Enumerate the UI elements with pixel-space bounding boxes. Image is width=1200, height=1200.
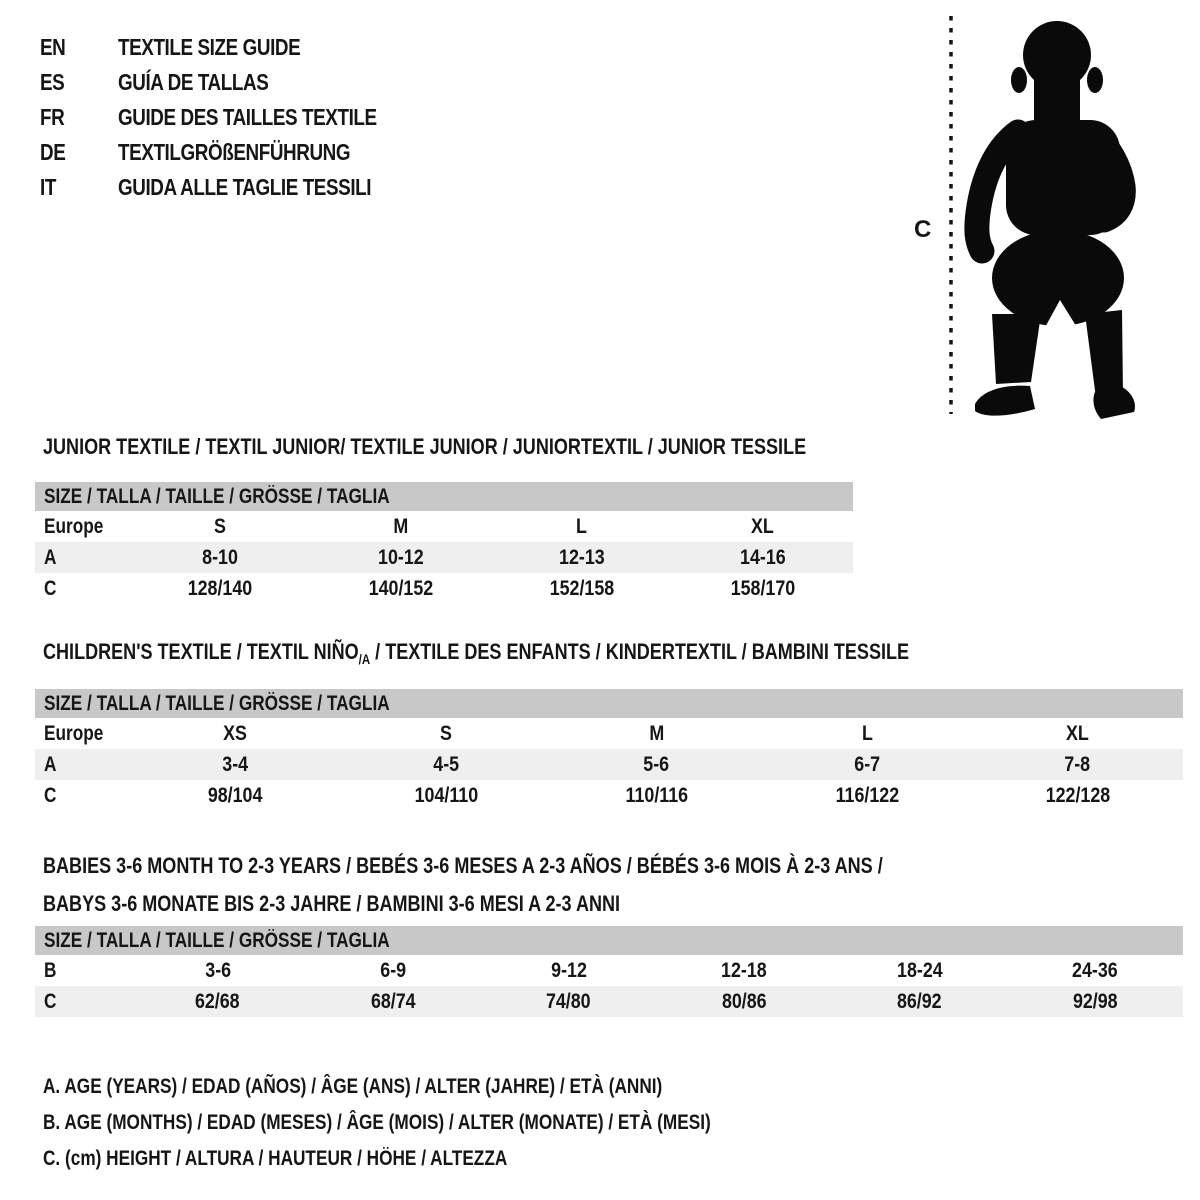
table-row-europe — [35, 511, 853, 542]
age-cell: 10-12 — [378, 545, 424, 569]
height-cell: 110/116 — [625, 783, 688, 807]
table-row-height — [35, 573, 853, 604]
lang-row-en — [40, 30, 434, 65]
row-label: B — [44, 958, 57, 982]
height-cell: 152/158 — [549, 576, 615, 600]
age-cell: 4-5 — [432, 752, 459, 776]
lang-code: EN — [40, 34, 66, 60]
table-row-age — [35, 542, 853, 573]
lang-title: GUIDA ALLE TAGLIE TESSILI — [118, 174, 372, 200]
lang-row-it — [40, 170, 434, 205]
lang-code: IT — [40, 174, 56, 200]
size-cell: M — [393, 514, 409, 538]
legend-line-b: B. AGE (MONTHS) / EDAD (MESES) / ÂGE (MOIS) / ALTER (MONATE) / ETÀ (MESI) — [43, 1111, 711, 1134]
row-label: C — [44, 576, 57, 600]
nino-a-subscript: /A — [358, 651, 371, 667]
legend — [43, 1069, 857, 1177]
baby-figure — [908, 8, 1168, 422]
language-title-list — [40, 30, 434, 205]
size-cell: L — [861, 721, 873, 745]
size-header-bar: SIZE / TALLA / TAILLE / GRÖSSE / TAGLIA — [35, 482, 853, 511]
babies-section-title: BABIES 3-6 MONTH TO 2-3 YEARS / BEBÉS 3-6 MESES A 2-3 AÑOS / BÉBÉS 3-6 MOIS À 2-3 ANS / BABYS 3-6 MONATE BIS 2-3 JAHRE / BAMBINI 3-6 MESI A 2-3 ANNI — [43, 853, 883, 916]
height-cell: 116/122 — [835, 783, 899, 807]
age-cell: 3-6 — [204, 958, 231, 982]
babies-size-table — [35, 926, 1183, 1017]
size-cell: XL — [1066, 721, 1090, 745]
lang-code: FR — [40, 104, 65, 130]
lang-row-de — [40, 135, 434, 170]
size-cell: L — [576, 514, 588, 538]
table-row-age — [35, 749, 1183, 780]
table-row-height — [35, 986, 1183, 1017]
age-cell: 6-9 — [380, 958, 407, 982]
height-cell: 74/80 — [546, 989, 592, 1013]
age-cell: 12-18 — [721, 958, 768, 982]
size-cell: XS — [223, 721, 248, 745]
age-cell: 5-6 — [643, 752, 670, 776]
table-row-age-months — [35, 955, 1183, 986]
height-cell: 62/68 — [195, 989, 241, 1013]
age-cell: 18-24 — [896, 958, 943, 982]
baby-silhouette — [975, 21, 1135, 419]
height-cell: 140/152 — [368, 576, 434, 600]
junior-section-title: JUNIOR TEXTILE / TEXTIL JUNIOR/ TEXTILE JUNIOR / JUNIORTEXTIL / JUNIOR TESSILE — [43, 434, 807, 459]
age-cell: 7-8 — [1064, 752, 1091, 776]
lang-title: GUÍA DE TALLAS — [118, 69, 269, 95]
lang-title: TEXTILE SIZE GUIDE — [118, 34, 301, 60]
size-cell: S — [214, 514, 227, 538]
size-cell: XL — [751, 514, 775, 538]
lang-code: ES — [40, 69, 65, 95]
height-measure-label: C — [914, 216, 932, 243]
lang-code: DE — [40, 139, 66, 165]
junior-size-table — [35, 482, 853, 604]
height-cell: 122/128 — [1045, 783, 1110, 807]
row-label: Europe — [44, 514, 104, 538]
lang-row-fr — [40, 100, 434, 135]
legend-line-a: A. AGE (YEARS) / EDAD (AÑOS) / ÂGE (ANS) / ALTER (JAHRE) / ETÀ (ANNI) — [43, 1075, 663, 1098]
height-cell: 158/170 — [730, 576, 795, 600]
row-label: A — [44, 545, 57, 569]
row-label: C — [44, 989, 57, 1013]
size-cell: S — [439, 721, 452, 745]
age-cell: 14-16 — [739, 545, 786, 569]
table-row-europe — [35, 718, 1183, 749]
lang-row-es — [40, 65, 434, 100]
age-cell: 9-12 — [550, 958, 587, 982]
baby-silhouette-icon — [940, 8, 1150, 420]
size-header-bar: SIZE / TALLA / TAILLE / GRÖSSE / TAGLIA — [35, 689, 1183, 718]
children-size-table — [35, 689, 1183, 811]
height-cell: 92/98 — [1072, 989, 1118, 1013]
row-label: C — [44, 783, 57, 807]
size-cell: M — [649, 721, 664, 745]
row-label: Europe — [44, 721, 104, 745]
height-cell: 128/140 — [188, 576, 253, 600]
height-cell: 80/86 — [721, 989, 767, 1013]
age-cell: 12-13 — [559, 545, 605, 569]
age-cell: 8-10 — [202, 545, 239, 569]
row-label: A — [44, 752, 57, 776]
size-header-bar: SIZE / TALLA / TAILLE / GRÖSSE / TAGLIA — [35, 926, 1183, 955]
children-section-title: CHILDREN'S TEXTILE / TEXTIL $NIÑO_{/A}$ / TEXTILE DES ENFANTS / KINDERTEXTIL / BAMBINI TESSILE — [43, 639, 910, 667]
legend-line-c: C. (cm) HEIGHT / ALTURA / HAUTEUR / HÖHE / ALTEZZA — [43, 1147, 508, 1170]
age-cell: 24-36 — [1072, 958, 1119, 982]
table-row-height — [35, 780, 1183, 811]
height-cell: 86/92 — [897, 989, 943, 1013]
height-cell: 98/104 — [207, 783, 263, 807]
lang-title: GUIDE DES TAILLES TEXTILE — [118, 104, 377, 130]
lang-title: TEXTILGRÖßENFÜHRUNG — [118, 139, 351, 165]
age-cell: 6-7 — [854, 752, 880, 776]
height-cell: 104/110 — [414, 783, 478, 807]
age-cell: 3-4 — [222, 752, 249, 776]
height-cell: 68/74 — [370, 989, 416, 1013]
